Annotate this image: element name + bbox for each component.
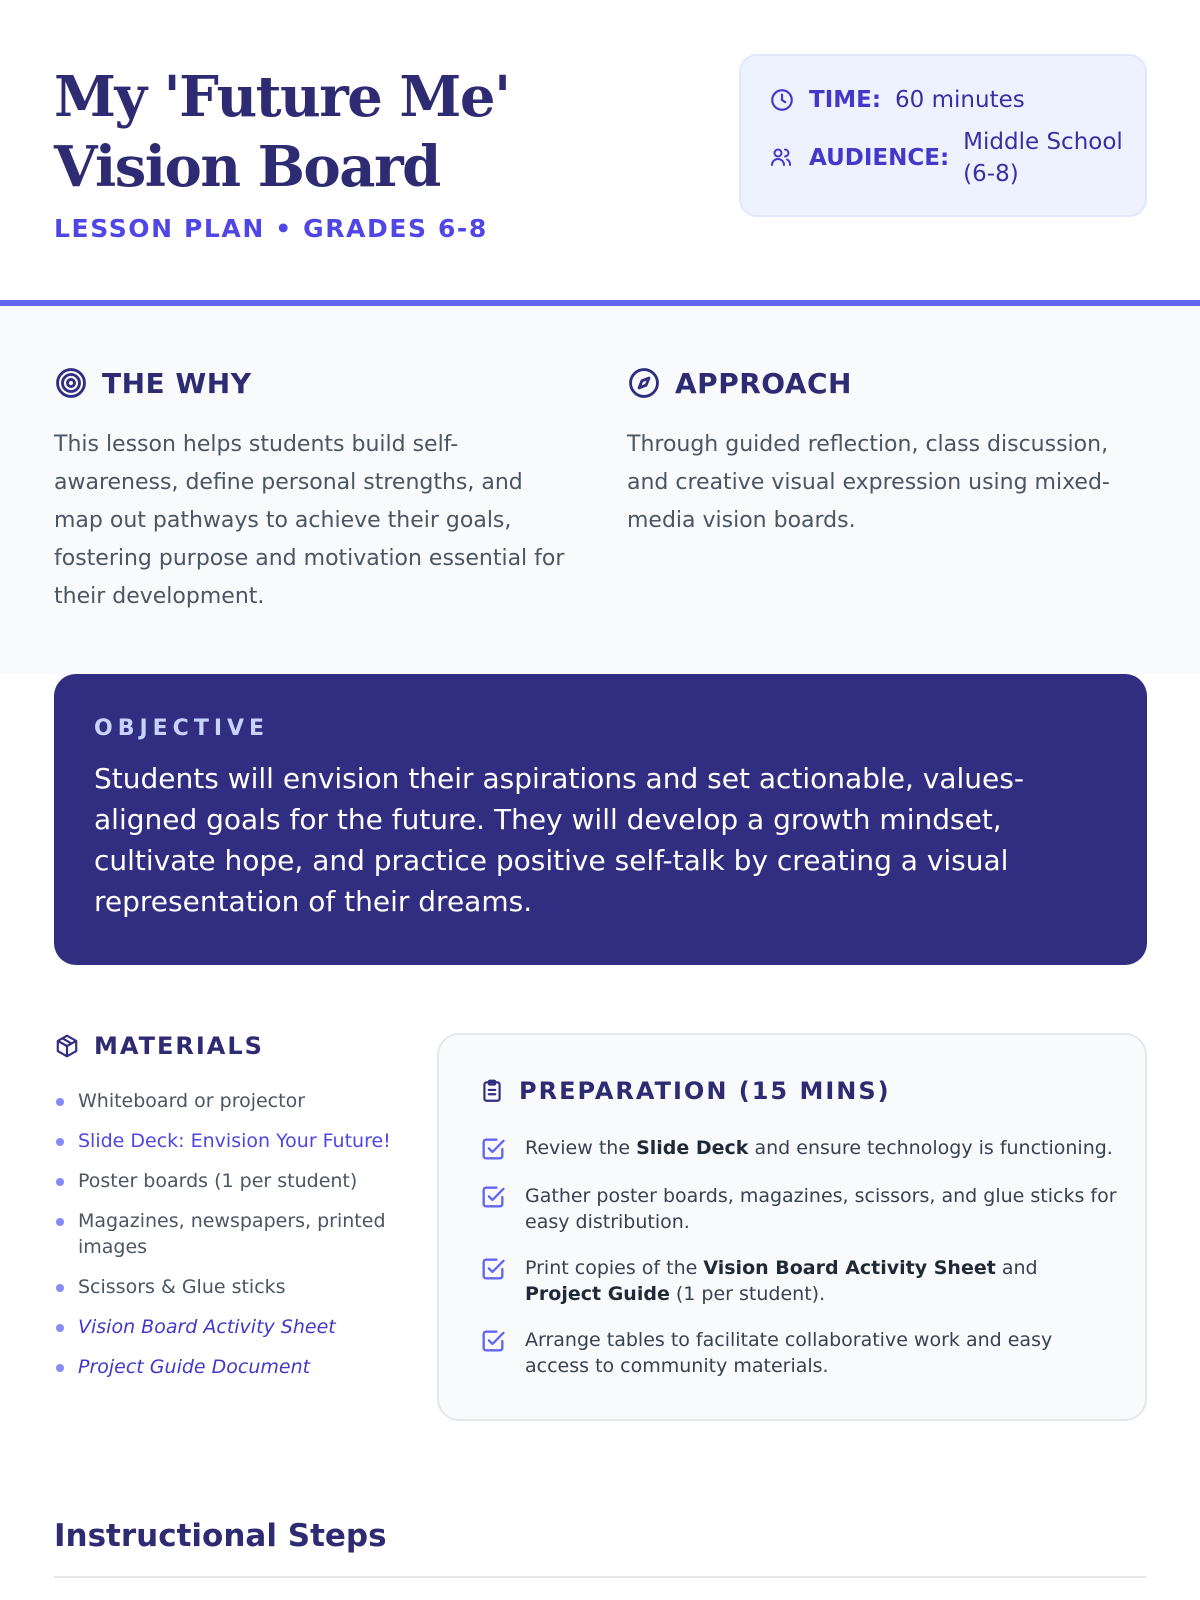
users-icon [769, 145, 795, 171]
approach-title: APPROACH [675, 366, 852, 400]
objective-text: Students will envision their aspirations and set actionable, values-aligned goals for the future. They will develop a growth mindset, cultivate hope, and practice positive self-talk by creating a visual representation of their dreams. [94, 762, 1024, 918]
lesson-meta-card [739, 54, 1147, 217]
box-icon [54, 1033, 80, 1059]
header [0, 0, 1200, 306]
page-title: My 'Future Me' Vision Board [54, 64, 510, 200]
clock-icon [769, 87, 795, 113]
target-icon [54, 366, 88, 400]
prep-item-text: Print copies of the Vision Board Activity Sheet and Project Guide (1 per student). [525, 1257, 1038, 1305]
why-column [54, 366, 574, 616]
why-approach-section [0, 306, 1200, 674]
why-title: THE WHY [102, 366, 252, 400]
project-guide-link[interactable]: Project Guide Document [54, 1354, 404, 1380]
prep-item [479, 1183, 1119, 1235]
materials-title: MATERIALS [94, 1032, 264, 1060]
prep-item-text: Review the Slide Deck and ensure technology is functioning. [525, 1137, 1113, 1159]
checkbox-checked-icon [479, 1327, 507, 1355]
list-item: Poster boards (1 per student) [54, 1168, 404, 1194]
checkbox-checked-icon [479, 1255, 507, 1283]
objective-card [54, 674, 1147, 965]
approach-text: Through guided reflection, class discussion, and creative visual expression using mixed-media vision boards. [627, 432, 1110, 533]
objective-label: OBJECTIVE [94, 716, 270, 741]
list-item: Scissors & Glue sticks [54, 1274, 404, 1300]
time-value: 60 minutes [895, 87, 1025, 113]
slide-deck-link[interactable]: Slide Deck: Envision Your Future! [54, 1128, 404, 1154]
audience-row [769, 126, 1133, 190]
checkbox-checked-icon [479, 1183, 507, 1211]
clipboard-icon [479, 1078, 505, 1104]
list-item: Magazines, newspapers, printed images [54, 1208, 404, 1260]
activity-sheet-link[interactable]: Vision Board Activity Sheet [54, 1314, 404, 1340]
instructional-steps-title: Instructional Steps [54, 1518, 387, 1554]
prep-item [479, 1327, 1119, 1379]
prep-item [479, 1255, 1119, 1307]
audience-label: AUDIENCE: [809, 145, 950, 171]
time-row [769, 84, 1025, 116]
materials-section [54, 1032, 404, 1394]
prep-item [479, 1135, 1119, 1163]
audience-value: Middle School (6-8) [963, 129, 1123, 187]
compass-icon [627, 366, 661, 400]
materials-list [54, 1088, 404, 1380]
preparation-title: PREPARATION (15 MINS) [519, 1077, 891, 1105]
preparation-list [479, 1135, 1119, 1399]
time-label: TIME: [809, 87, 882, 113]
page-subtitle: LESSON PLAN • GRADES 6-8 [54, 214, 488, 243]
prep-item-text: Gather poster boards, magazines, scissors, and glue sticks for easy distribution. [525, 1185, 1117, 1233]
preparation-card [437, 1033, 1147, 1421]
prep-item-text: Arrange tables to facilitate collaborative work and easy access to community materials. [525, 1329, 1053, 1377]
approach-column [627, 366, 1147, 540]
why-text: This lesson helps students build self-awareness, define personal strengths, and map out pathways to achieve their goals, fostering purpose and motivation essential for their development. [54, 432, 565, 609]
list-item: Whiteboard or projector [54, 1088, 404, 1114]
divider [54, 1576, 1147, 1578]
checkbox-checked-icon [479, 1135, 507, 1163]
